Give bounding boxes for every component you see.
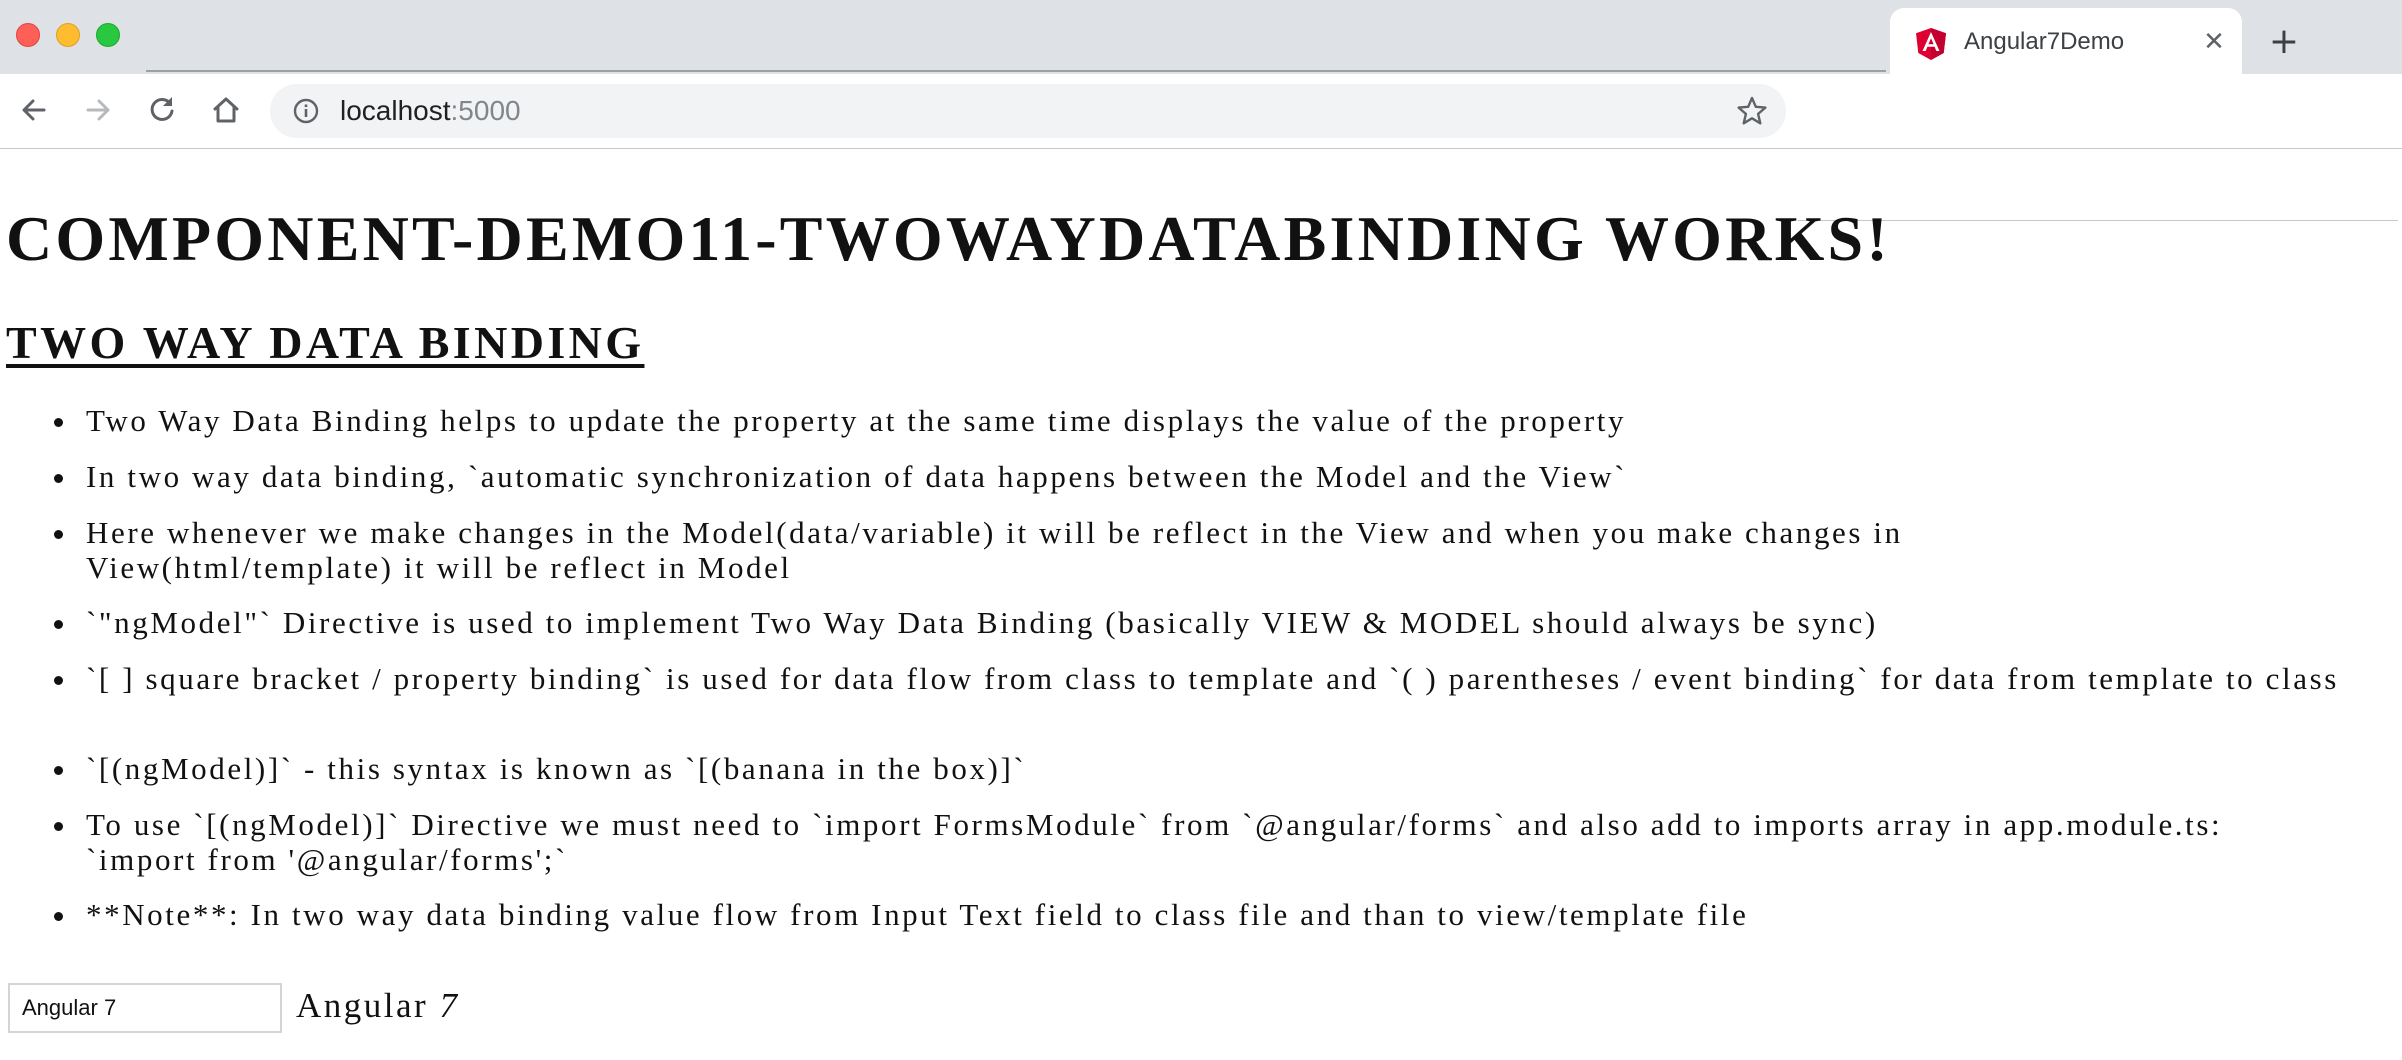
address-bar[interactable] [270,84,1786,138]
home-button[interactable] [206,90,246,130]
page-content [0,149,2402,1060]
arrow-left-icon [14,90,54,130]
browser-titlebar [0,0,2402,74]
arrow-right-icon [78,90,118,130]
new-tab-button[interactable]: + [2268,21,2300,62]
output-version: 7 [439,986,460,1025]
output-prefix: Angular [296,986,440,1025]
list-item-text: To use `[(ngModel)]` Directive we must need to `import FormsModule` from `@angular/forms` and also add to imports array in app.module.ts: `import from '@angular/forms';` [86,807,2233,877]
reload-button[interactable] [142,90,182,130]
tab-strip-divider [146,70,1886,72]
list-item-text: Two Way Data Binding helps to update the property at the same time displays the value of the property [86,403,1627,438]
list-item-text: `[(ngModel)]` - this syntax is known as `[(banana in the box)]` [86,751,1027,786]
page-title: COMPONENT-DEMO11-TWOWAYDATABINDING WORKS! [6,203,1891,274]
tab-close-icon[interactable]: ✕ [2203,27,2225,57]
reload-icon [142,90,182,130]
list-item-text: `"ngModel"` Directive is used to implement Two Way Data Binding (basically VIEW & MODEL should always be sync) [86,605,1878,640]
bullet-dot-icon [54,822,63,831]
bullet-dot-icon [54,766,63,775]
ng-model-input[interactable] [8,983,282,1033]
bullet-dot-icon [54,912,63,921]
browser-toolbar [0,74,2402,149]
url-text [340,95,521,127]
window-minimize-button[interactable] [56,23,80,47]
tab-title: Angular7Demo [1964,28,2125,55]
angular-logo-icon [1916,28,1946,60]
window-maximize-button[interactable] [96,23,120,47]
bound-output [296,983,459,1029]
url-host: localhost [340,95,451,126]
bullet-dot-icon [54,418,63,427]
list-item-text: **Note**: In two way data binding value flow from Input Text field to class file and than to view/template file [86,897,1749,932]
bullet-dot-icon [54,620,63,629]
section-heading: TWO WAY DATA BINDING [6,317,645,368]
list-item-text: Here whenever we make changes in the Model(data/variable) it will be reflect in the View and when you make changes in View(html/template) it will be reflect in Model [86,515,1913,585]
bullet-dot-icon [54,676,63,685]
info-icon[interactable] [292,97,320,125]
window-close-button[interactable] [16,23,40,47]
back-button[interactable] [14,90,54,130]
star-icon[interactable] [1736,95,1768,127]
home-icon [206,90,246,130]
bullet-dot-icon [54,530,63,539]
browser-tab[interactable] [1890,8,2242,76]
forward-button[interactable] [78,90,118,130]
list-item-text: In two way data binding, `automatic synchronization of data happens between the Model and the View` [86,459,1628,494]
list-item-text: `[ ] square bracket / property binding` is used for data flow from class to template and `( ) parentheses / event binding` for data from template to class [86,661,2339,696]
bullet-dot-icon [54,474,63,483]
url-port: :5000 [450,95,521,126]
